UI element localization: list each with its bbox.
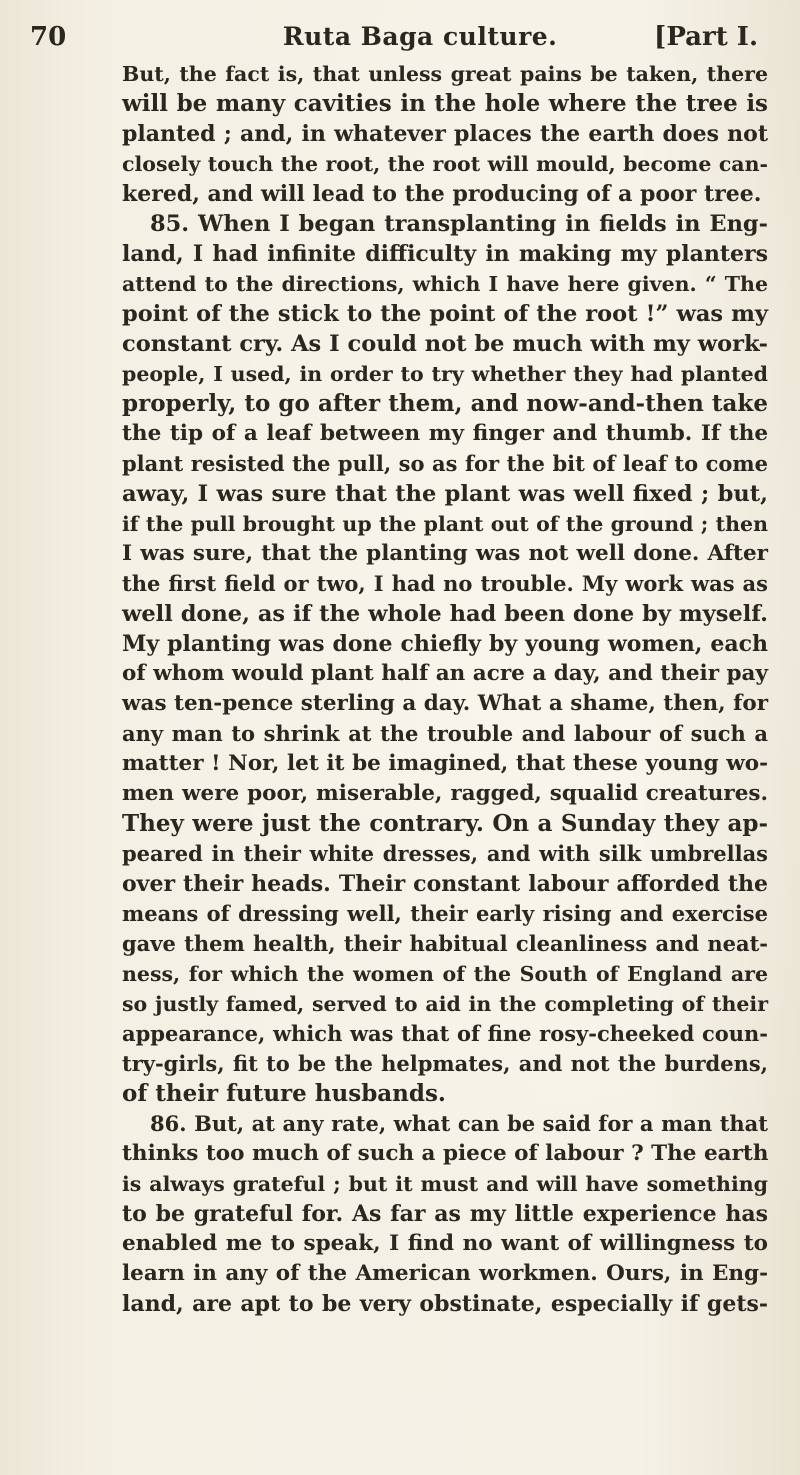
running-head (30, 22, 758, 50)
text-line: properly, to go after them, and now-and-then take (122, 390, 768, 417)
text-line: the first field or two, I had no trouble. My work was as (122, 571, 768, 596)
text-line: appearance, which was that of fine rosy-cheeked coun- (122, 1021, 768, 1046)
text-line: gave them health, their habitual cleanliness and neat- (122, 931, 768, 956)
text-line: matter ! Nor, let it be imagined, that these young wo- (122, 751, 768, 776)
text-line: over their heads. Their constant labour afforded the (122, 871, 768, 897)
text-line: land, I had infinite difficulty in making my planters (122, 241, 768, 267)
text-line: of whom would plant half an acre a day, and their pay (122, 661, 768, 686)
text-line: attend to the directions, which I have here given. “ The (122, 272, 768, 296)
text-line: of their future husbands. (122, 1080, 446, 1107)
text-line: point of the stick to the point of the root !” was my (122, 301, 768, 327)
text-line: kered, and will lead to the producing of a poor tree. (122, 181, 762, 207)
text-line: the tip of a leaf between my finger and thumb. If the (122, 421, 768, 446)
text-line: land, are apt to be very obstinate, especially if gets- (122, 1291, 768, 1317)
text-line: means of dressing well, their early rising and exercise (122, 901, 768, 926)
text-line: if the pull brought up the plant out of the ground ; then (122, 512, 768, 536)
body-text (122, 59, 768, 1319)
text-line: They were just the contrary. On a Sunday they ap- (122, 810, 768, 837)
part-label: [Part I. (654, 22, 758, 52)
paragraph-85-start: 85. When I began transplanting in fields in Eng- (150, 211, 768, 237)
text-line: planted ; and, in whatever places the earth does not (122, 121, 768, 147)
text-line: plant resisted the pull, so as for the bit of leaf to come (122, 451, 768, 476)
page-number: 70 (30, 22, 67, 52)
text-line: away, I was sure that the plant was well fixed ; but, (122, 481, 768, 507)
text-line: thinks too much of such a piece of labour ? The earth (122, 1141, 769, 1166)
text-line: so justly famed, served to aid in the completing of their (122, 992, 768, 1016)
text-line: My planting was done chiefly by young women, each (122, 631, 768, 657)
text-line: enabled me to speak, I find no want of willingness to (122, 1231, 768, 1256)
text-line: learn in any of the American workmen. Ours, in Eng- (122, 1261, 768, 1286)
text-line: people, I used, in order to try whether they had planted (122, 362, 768, 386)
text-line: is always grateful ; but it must and will have something (122, 1172, 768, 1196)
text-line: But, the fact is, that unless great pains be taken, there (122, 62, 768, 86)
text-line: well done, as if the whole had been done by myself. (122, 601, 768, 627)
text-line: closely touch the root, the root will mould, become can- (122, 152, 768, 176)
text-line: any man to shrink at the trouble and labour of such a (122, 721, 768, 746)
text-line: try-girls, fit to be the helpmates, and not the burdens, (122, 1051, 768, 1076)
text-line: men were poor, miserable, ragged, squalid creatures. (122, 781, 768, 806)
running-title: Ruta Baga culture. (282, 22, 558, 51)
paragraph-86-start: 86. But, at any rate, what can be said for a man that (150, 1111, 768, 1136)
text-line: will be many cavities in the hole where the tree is (122, 90, 768, 117)
text-line: I was sure, that the planting was not well done. After (122, 541, 768, 566)
text-line: peared in their white dresses, and with silk umbrellas (122, 841, 768, 866)
text-line: constant cry. As I could not be much with my work- (122, 331, 768, 357)
text-line: ness, for which the women of the South of England are (122, 962, 768, 986)
text-line: was ten-pence sterling a day. What a shame, then, for (122, 691, 769, 716)
text-line: to be grateful for. As far as my little experience has (122, 1201, 768, 1227)
